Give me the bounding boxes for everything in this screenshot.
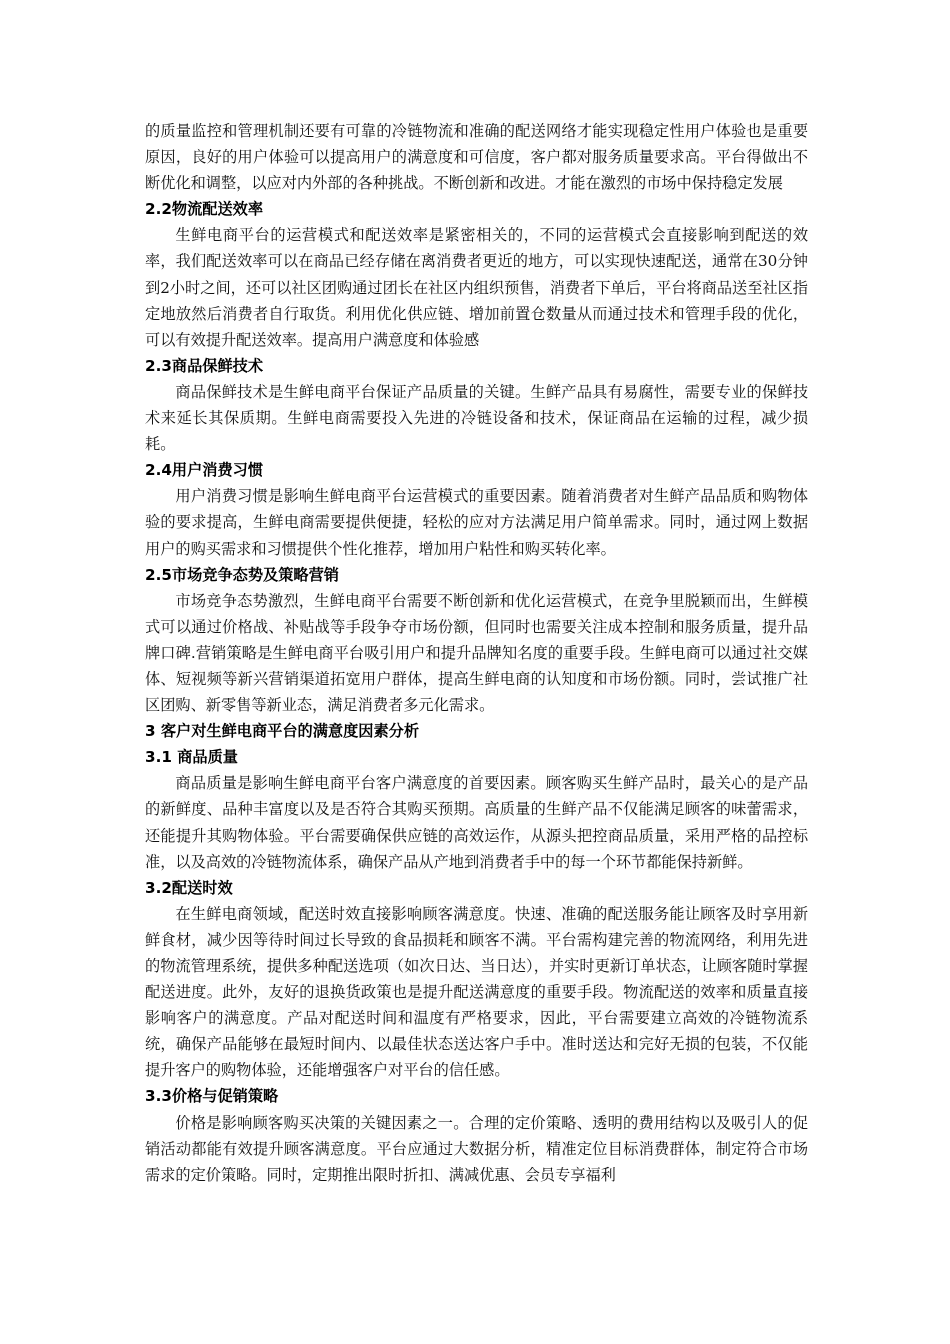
paragraph-2-3: 商品保鲜技术是生鲜电商平台保证产品质量的关键。生鲜产品具有易腐性，需要专业的保鲜技术来延长其保质期。生鲜电商需要投入先进的冷链设备和技术，保证商品在运输的过程，减少损耗。 [145, 382, 808, 454]
heading-2-5: 2.5市场竞争态势及策略营销 [145, 565, 339, 584]
paragraph-3-1: 商品质量是影响生鲜电商平台客户满意度的首要因素。顾客购买生鲜产品时，最关心的是产品的新鲜度、品种丰富度以及是否符合其购买预期。高质量的生鲜产品不仅能满足顾客的味蕾需求，还能提升其购物体验。平台需要确保供应链的高效运作，从源头把控商品质量，采用严格的品控标准，以及高效的冷链物流体系，确保产品从产地到消费者手中的每一个环节都能保持新鲜。 [145, 774, 808, 871]
paragraph-2-5: 市场竞争态势激烈，生鲜电商平台需要不断创新和优化运营模式，在竞争里脱颖而出，生鲜模式可以通过价格战、补贴战等手段争夺市场份额，但同时也需要关注成本控制和服务质量，提升品牌口碑.营销策略是生鲜电商平台吸引用户和提升品牌知名度的重要手段。生鲜电商可以通过社交媒体、短视频等新兴营销渠道拓宽用户群体，提高生鲜电商的认知度和市场份额。同时，尝试推广社区团购、新零售等新业态，满足消费者多元化需求。 [145, 591, 808, 715]
paragraph-3-2: 在生鲜电商领域，配送时效直接影响顾客满意度。快速、准确的配送服务能让顾客及时享用新鲜食材，减少因等待时间过长导致的食品损耗和顾客不满。平台需构建完善的物流网络，利用先进的物流管理系统，提供多种配送选项（如次日达、当日达），并实时更新订单状态，让顾客随时掌握配送进度。此外，友好的退换货政策也是提升配送满意度的重要手段。物流配送的效率和质量直接影响客户的满意度。产品对配送时间和温度有严格要求，因此，平台需要建立高效的冷链物流系统，确保产品能够在最短时间内、以最佳状态送达客户手中。准时送达和完好无损的包装，不仅能提升客户的购物体验，还能增强客户对平台的信任感。 [145, 904, 808, 1080]
heading-3-2: 3.2配送时效 [145, 878, 233, 897]
document-body [145, 118, 808, 1188]
paragraph-2-4: 用户消费习惯是影响生鲜电商平台运营模式的重要因素。随着消费者对生鲜产品品质和购物体验的要求提高，生鲜电商需要提供便捷，轻松的应对方法满足用户简单需求。同时，通过网上数据用户的购买需求和习惯提供个性化推荐，增加用户粘性和购买转化率。 [145, 487, 808, 558]
heading-2-4: 2.4用户消费习惯 [145, 461, 264, 480]
heading-3: 3 客户对生鲜电商平台的满意度因素分析 [145, 722, 420, 741]
paragraph-2-2: 生鲜电商平台的运营模式和配送效率是紧密相关的，不同的运营模式会直接影响到配送的效率，我们配送效率可以在商品已经存储在离消费者更近的地方，可以实现快速配送，通常在30分钟到2小时之间，还可以社区团购通过团长在社区内组织预售，消费者下单后，平台将商品送至社区指定地放然后消费者自行取货。利用优化供应链、增加前置仓数量从而通过技术和管理手段的优化，可以有效提升配送效率。提高用户满意度和体验感 [145, 226, 808, 349]
heading-2-3: 2.3商品保鲜技术 [145, 356, 264, 375]
heading-3-1: 3.1 商品质量 [145, 748, 238, 767]
paragraph-continuation: 的质量监控和管理机制还要有可靠的冷链物流和准确的配送网络才能实现稳定性用户体验也是重要原因，良好的用户体验可以提高用户的满意度和可信度，客户都对服务质量要求高。平台得做出不断优化和调整，以应对内外部的各种挑战。不断创新和改进。才能在激烈的市场中保持稳定发展 [145, 122, 808, 193]
heading-2-2: 2.2物流配送效率 [145, 200, 264, 219]
heading-3-3: 3.3价格与促销策略 [145, 1087, 279, 1106]
paragraph-3-3: 价格是影响顾客购买决策的关键因素之一。合理的定价策略、透明的费用结构以及吸引人的促销活动都能有效提升顾客满意度。平台应通过大数据分析，精准定位目标消费群体，制定符合市场需求的定价策略。同时，定期推出限时折扣、满减优惠、会员专享福利 [145, 1113, 808, 1184]
